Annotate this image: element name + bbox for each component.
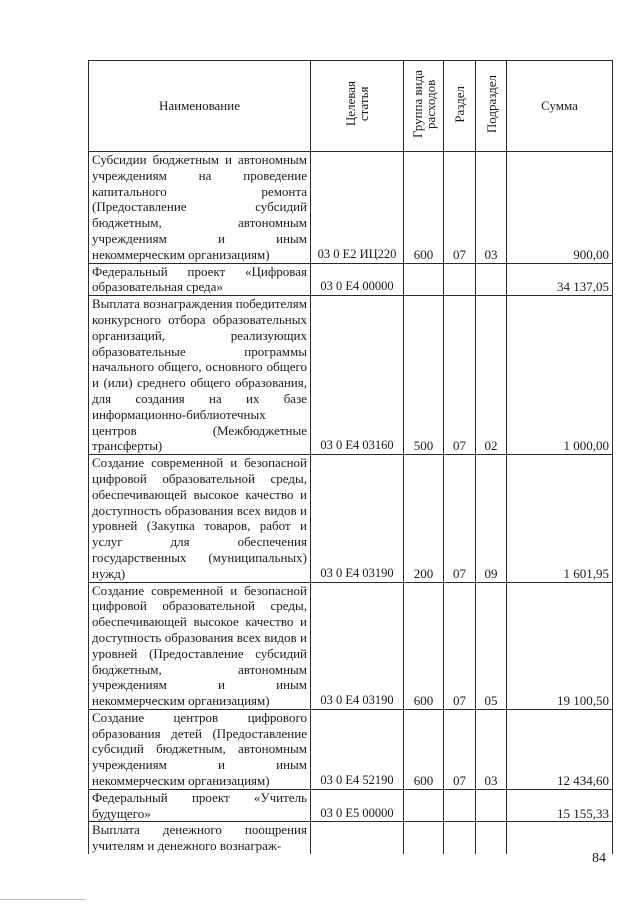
row-section: 07 xyxy=(444,455,476,582)
row-group: 600 xyxy=(404,709,444,789)
row-subsection xyxy=(476,789,507,822)
row-section: 07 xyxy=(444,709,476,789)
row-target xyxy=(311,822,404,854)
page-number: 84 xyxy=(592,851,606,866)
row-sum: 34 137,05 xyxy=(507,263,613,296)
table-row xyxy=(89,822,613,854)
row-group: 600 xyxy=(404,582,444,709)
header-row xyxy=(89,61,613,152)
row-name: Субсидии бюджетным и автономным учреждениям на проведение капитального ремонта (Предоставление субсидий бюджетным, автономным учреждениям и иным некоммерческим организациям) xyxy=(89,152,311,264)
row-target: 03 0 Е4 00000 xyxy=(311,263,404,296)
table-row xyxy=(89,152,613,264)
table-row xyxy=(89,263,613,296)
row-sum: 15 155,33 xyxy=(507,789,613,822)
row-subsection: 03 xyxy=(476,709,507,789)
row-group xyxy=(404,263,444,296)
header-sum: Сумма xyxy=(507,61,613,152)
row-subsection: 03 xyxy=(476,152,507,264)
row-name: Федеральный проект «Цифровая образовательная среда» xyxy=(89,263,311,296)
row-sum: 1 601,95 xyxy=(507,455,613,582)
table-row xyxy=(89,709,613,789)
row-sum: 1 000,00 xyxy=(507,296,613,455)
row-target: 03 0 Е2 ИЦ220 xyxy=(311,152,404,264)
header-subsection: Подраздел xyxy=(476,61,507,152)
row-group: 600 xyxy=(404,152,444,264)
row-subsection xyxy=(476,822,507,854)
row-section: 07 xyxy=(444,152,476,264)
table-row xyxy=(89,455,613,582)
row-name: Федеральный проект «Учитель будущего» xyxy=(89,789,311,822)
row-section: 07 xyxy=(444,296,476,455)
row-section: 07 xyxy=(444,582,476,709)
budget-table xyxy=(88,60,613,854)
row-group: 500 xyxy=(404,296,444,455)
row-target: 03 0 Е5 00000 xyxy=(311,789,404,822)
row-sum: 12 434,60 xyxy=(507,709,613,789)
row-name: Создание современной и безопасной цифровой образовательной среды, обеспечивающей высокое качество и доступность образования всех видов и уровней (Предоставление субсидий бюджетным, автономным учреждениям и иным некоммерческим организациям) xyxy=(89,582,311,709)
table-row xyxy=(89,789,613,822)
row-name: Выплата вознаграждения победителям конкурсного отбора образовательных организаций, реализующих образовательные программы начального общего, основного общего и (или) среднего общего образования, для создания на их базе информационно-библиотечных центров (Межбюджетные трансферты) xyxy=(89,296,311,455)
header-expense-group: Группа вида расходов xyxy=(404,61,444,152)
table-row xyxy=(89,296,613,455)
row-target: 03 0 Е4 52190 xyxy=(311,709,404,789)
row-sum: 19 100,50 xyxy=(507,582,613,709)
row-name: Создание современной и безопасной цифровой образовательной среды, обеспечивающей высокое качество и доступность образования всех видов и уровней (Закупка товаров, работ и услуг для обеспечения государственных (муниципальных) нужд) xyxy=(89,455,311,582)
row-target: 03 0 Е4 03190 xyxy=(311,455,404,582)
header-name: Наименование xyxy=(89,61,311,152)
row-sum xyxy=(507,822,613,854)
row-name: Выплата денежного поощрения учителям и денежного вознаграж- xyxy=(89,822,311,854)
row-subsection: 02 xyxy=(476,296,507,455)
footer-rule xyxy=(0,899,86,900)
row-subsection xyxy=(476,263,507,296)
row-group xyxy=(404,822,444,854)
row-group xyxy=(404,789,444,822)
row-target: 03 0 Е4 03190 xyxy=(311,582,404,709)
row-name: Создание центров цифрового образования детей (Предоставление субсидий бюджетным, автономным учреждениям и иным некоммерческим организациям) xyxy=(89,709,311,789)
row-target: 03 0 Е4 03160 xyxy=(311,296,404,455)
row-subsection: 05 xyxy=(476,582,507,709)
row-section xyxy=(444,822,476,854)
row-sum: 900,00 xyxy=(507,152,613,264)
header-section: Раздел xyxy=(444,61,476,152)
row-subsection: 09 xyxy=(476,455,507,582)
row-group: 200 xyxy=(404,455,444,582)
header-target-article: Целевая статья xyxy=(311,61,404,152)
table-row xyxy=(89,582,613,709)
row-section xyxy=(444,789,476,822)
row-section xyxy=(444,263,476,296)
